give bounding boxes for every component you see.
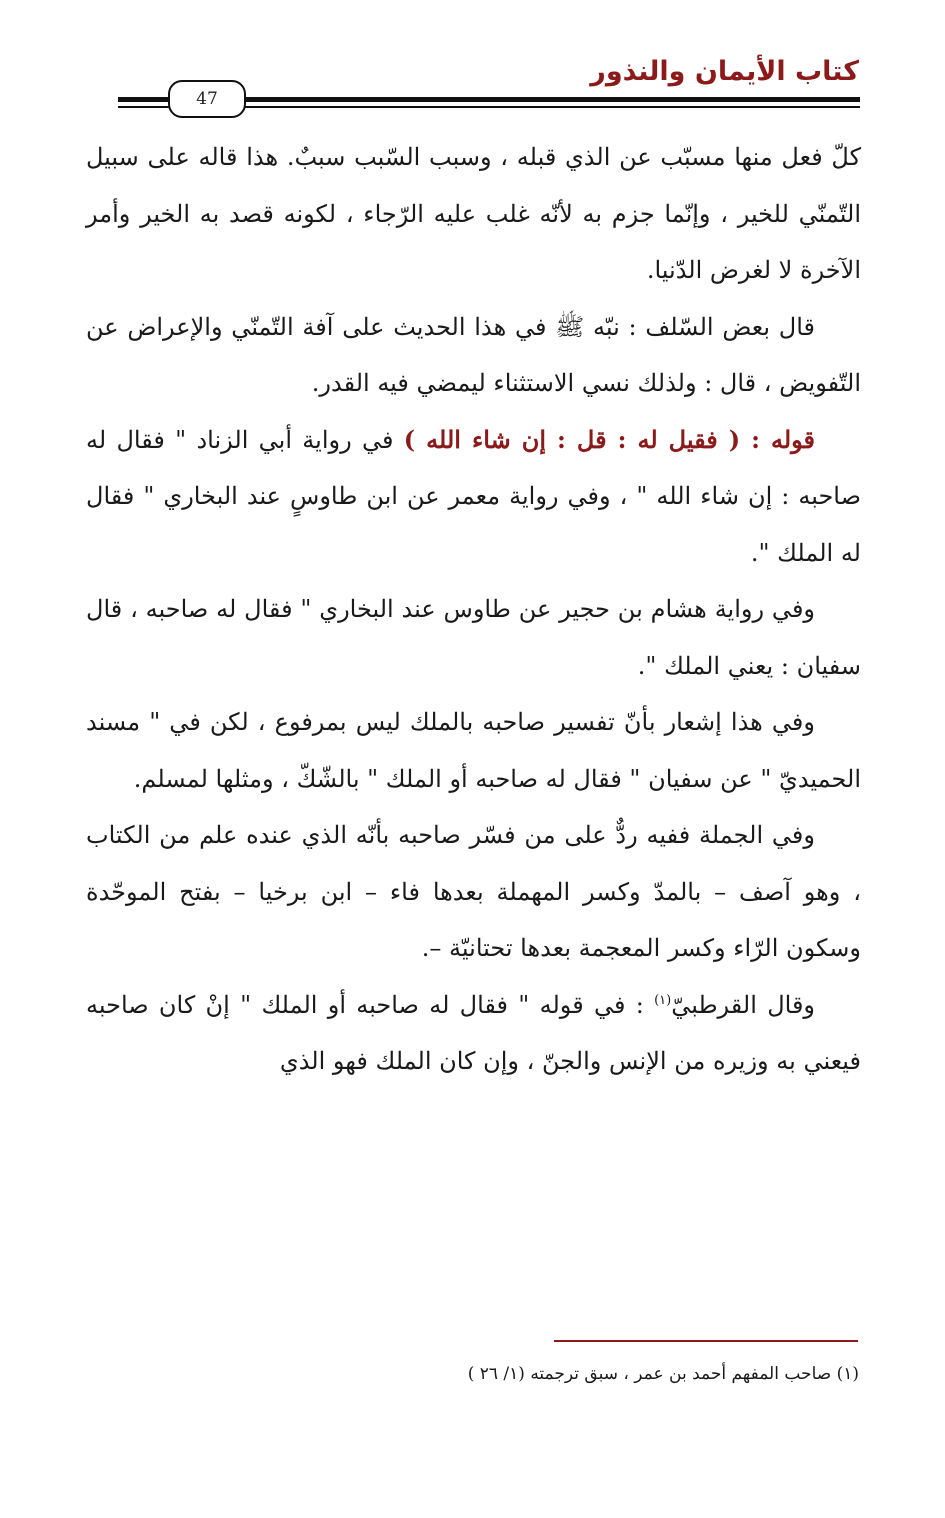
- book-title: كتاب الأيمان والنذور: [590, 56, 859, 87]
- footnote-separator: [554, 1340, 858, 1342]
- paragraph-5: وفي هذا إشعار بأنّ تفسير صاحبه بالملك ليس بمرفوع ، لكن في " مسند الحميديّ " عن سفيان " فقال له صاحبه أو الملك " بالشّكّ ، ومثلها لمسلم.: [86, 708, 861, 793]
- footnote-reference: (١): [654, 992, 672, 1008]
- page-number-badge: 47: [168, 80, 246, 118]
- quoted-lemma: قوله : ( فقيل له : قل : إن شاء الله ): [403, 424, 816, 454]
- paragraph-3: [86, 412, 861, 582]
- paragraph-4: وفي رواية هشام بن حجير عن طاوس عند البخاري " فقال له صاحبه ، قال سفيان : يعني الملك ".: [86, 595, 861, 680]
- paragraph-1: كلّ فعل منها مسبّب عن الذي قبله ، وسبب السّبب سببٌ. هذا قاله على سبيل التّمنّي للخير ، وإنّما جزم به لأنّه غلب عليه الرّجاء ، لكونه قصد به الخير وأمر الآخرة لا لغرض الدّنيا.: [86, 143, 861, 284]
- paragraph-7-start: وقال القرطبيّ: [671, 990, 816, 1019]
- footnote: (١) صاحب المفهم أحمد بن عمر ، سبق ترجمته (١/ ٢٦ ): [467, 1364, 859, 1384]
- paragraph-7: [86, 977, 861, 1090]
- paragraph-6: وفي الجملة ففيه ردٌّ على من فسّر صاحبه بأنّه الذي عنده علم من الكتاب ، وهو آصف – بالمدّ وكسر المهملة بعدها فاء – ابن برخيا – بفتح الموحّدة وسكون الرّاء وكسر المعجمة بعدها تحتانيّة –.: [86, 821, 861, 962]
- paragraph-2: قال بعض السّلف : نبّه ﷺ في هذا الحديث على آفة التّمنّي والإعراض عن التّفويض ، قال : ولذلك نسي الاستثناء ليمضي فيه القدر.: [86, 312, 861, 397]
- page-body: [86, 129, 861, 1090]
- paragraph-3-text: في رواية أبي الزناد " فقال له صاحبه : إن شاء الله " ، وفي رواية معمر عن ابن طاوسٍ عند البخاري " فقال له الملك ".: [86, 425, 861, 567]
- paragraph-7-rest: : في قوله " فقال له صاحبه أو الملك " إنْ كان صاحبه فيعني به وزيره من الإنس والجنّ ، وإن كان الملك فهو الذي: [86, 990, 861, 1075]
